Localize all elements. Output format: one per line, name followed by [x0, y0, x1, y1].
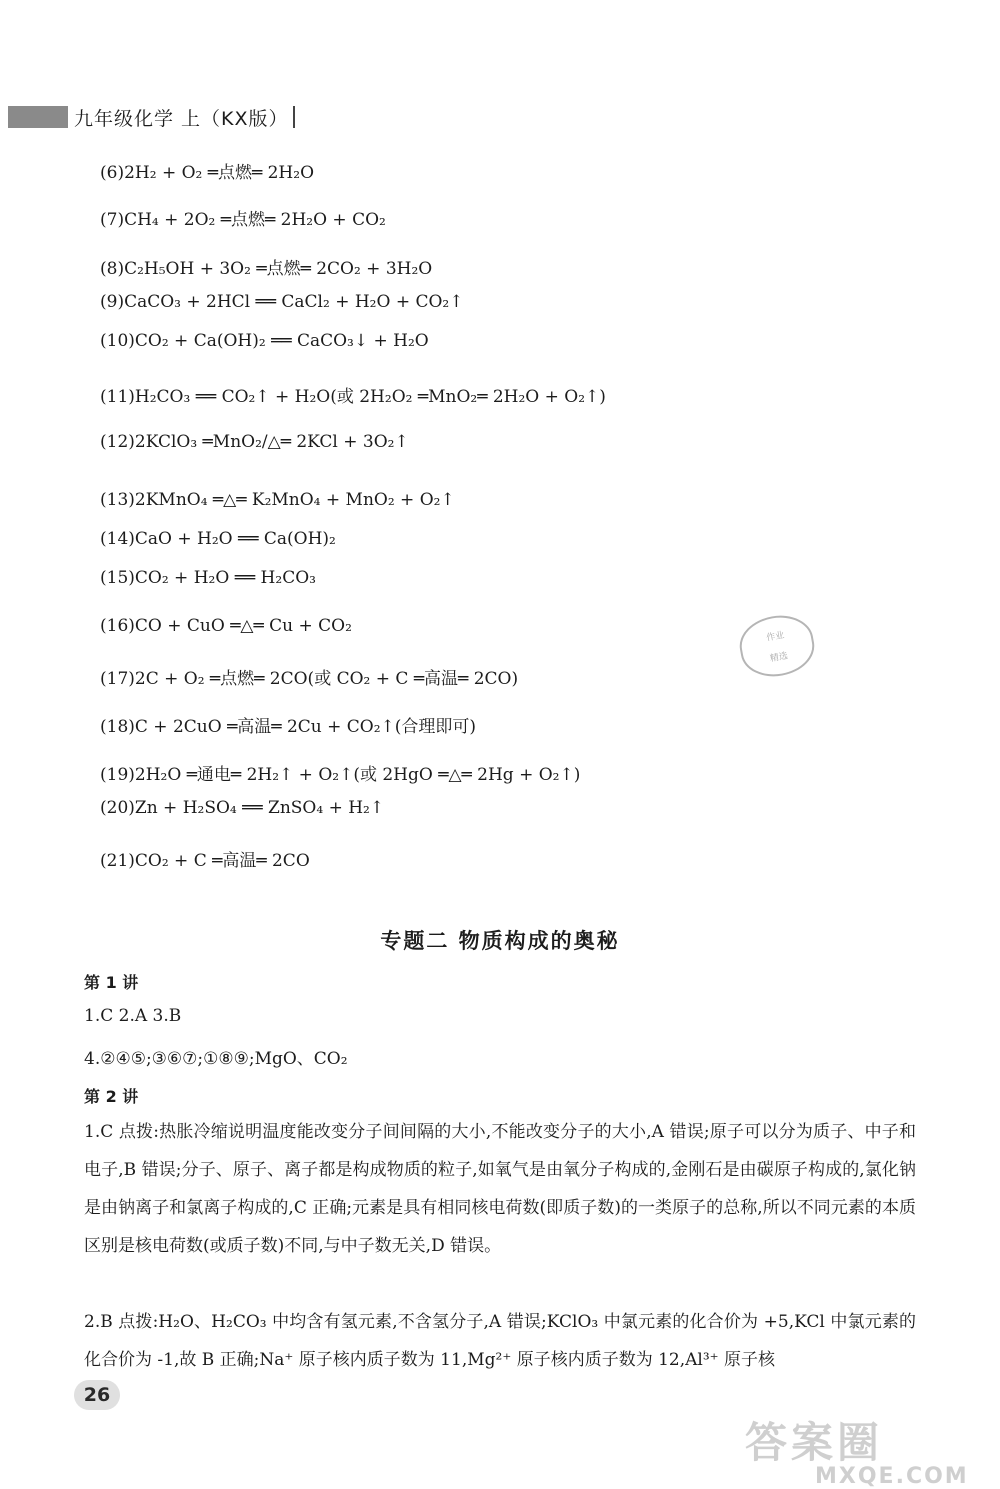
equation-17: (17)2C + O₂ ═点燃═ 2CO(或 CO₂ + C ═高温═ 2CO)	[100, 669, 519, 689]
page-number: 26	[74, 1380, 120, 1410]
equation-21: (21)CO₂ + C ═高温═ 2CO	[100, 851, 310, 871]
equation-7: (7)CH₄ + 2O₂ ═点燃═ 2H₂O + CO₂	[100, 210, 386, 230]
equation-16: (16)CO + CuO ═△═ Cu + CO₂	[100, 616, 352, 636]
equation-15: (15)CO₂ + H₂O ══ H₂CO₃	[100, 568, 316, 588]
equation-13: (13)2KMnO₄ ═△═ K₂MnO₄ + MnO₂ + O₂↑	[100, 490, 455, 510]
equation-10: (10)CO₂ + Ca(OH)₂ ══ CaCO₃↓ + H₂O	[100, 331, 429, 351]
stamp-top-text: 作业	[765, 630, 786, 644]
equation-19: (19)2H₂O ═通电═ 2H₂↑ + O₂↑(或 2HgO ═△═ 2Hg + O₂↑)	[100, 765, 581, 785]
watermark-url: MXQE.COM	[815, 1464, 969, 1489]
header-separator	[293, 106, 295, 128]
equation-8: (8)C₂H₅OH + 3O₂ ═点燃═ 2CO₂ + 3H₂O	[100, 259, 433, 279]
lecture-1-label: 第 1 讲	[84, 973, 139, 992]
stamp-seal	[735, 610, 818, 682]
lecture-2-question-2: 2.B 点拨:H₂O、H₂CO₃ 中均含有氢元素,不含氢分子,A 错误;KClO₃ 中氯元素的化合价为 +5,KCl 中氯元素的化合价为 -1,故 B 正确;Na⁺ 原子核内质子数为 11,Mg²⁺ 原子核内质子数为 12,Al³⁺ 原子核	[84, 1312, 916, 1370]
section-title: 专题二 物质构成的奥秘	[380, 929, 620, 953]
equation-20: (20)Zn + H₂SO₄ ══ ZnSO₄ + H₂↑	[100, 798, 385, 818]
equation-14: (14)CaO + H₂O ══ Ca(OH)₂	[100, 529, 336, 549]
lecture-2-label: 第 2 讲	[84, 1087, 139, 1106]
equation-9: (9)CaCO₃ + 2HCl ══ CaCl₂ + H₂O + CO₂↑	[100, 292, 464, 312]
equation-6: (6)2H₂ + O₂ ═点燃═ 2H₂O	[100, 163, 315, 183]
equation-18: (18)C + 2CuO ═高温═ 2Cu + CO₂↑(合理即可)	[100, 717, 477, 737]
header-bar	[8, 106, 68, 128]
watermark-text: 答案圈	[745, 1418, 884, 1467]
lecture-1-answer-2: 4.②④⑤;③⑥⑦;①⑧⑨;MgO、CO₂	[84, 1049, 348, 1069]
page-header	[8, 104, 295, 130]
header-title: 九年级化学 上（KX版）	[74, 107, 289, 130]
lecture-1-answer-1: 1.C 2.A 3.B	[84, 1006, 182, 1026]
watermark	[745, 1410, 969, 1489]
equation-11: (11)H₂CO₃ ══ CO₂↑ + H₂O(或 2H₂O₂ ═MnO₂═ 2H₂O + O₂↑)	[100, 387, 606, 407]
stamp-bottom-text: 精选	[769, 651, 789, 665]
equation-12: (12)2KClO₃ ═MnO₂/△═ 2KCl + 3O₂↑	[100, 432, 409, 452]
lecture-2-question-1: 1.C 点拨:热胀冷缩说明温度能改变分子间间隔的大小,不能改变分子的大小,A 错误;原子可以分为质子、中子和电子,B 错误;分子、原子、离子都是构成物质的粒子,如氧气是由氧分子构成的,金刚石是由碳原子构成的,氯化钠是由钠离子和氯离子构成的,C 正确;元素是具有相同核电荷数(即质子数)的一类原子的总称,所以不同元素的本质区别是核电荷数(或质子数)不同,与中子数无关,D 错误。	[84, 1122, 916, 1256]
